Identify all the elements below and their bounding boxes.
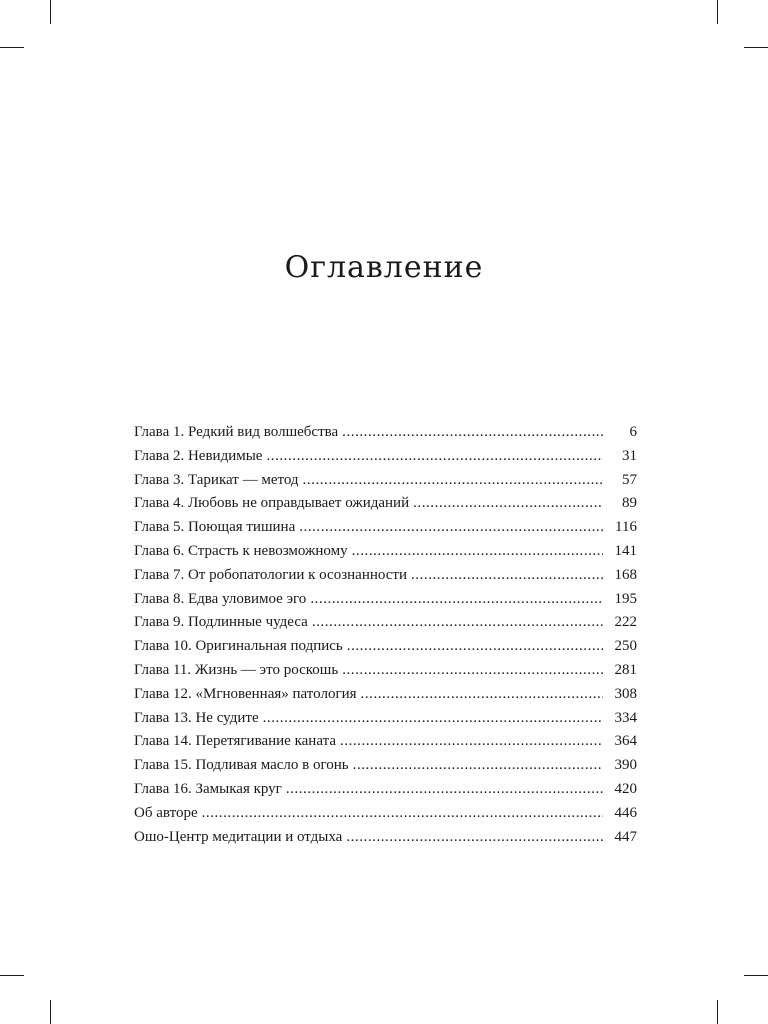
toc-entry-page: 420: [614, 780, 637, 797]
crop-mark-bottom-left-horizontal: [0, 975, 24, 976]
toc-entry-label: Глава 14. Перетягивание каната: [134, 733, 336, 750]
toc-leader-dots: [352, 540, 603, 564]
toc-entry-chapter-14: [134, 730, 637, 754]
toc-leader-dots: [263, 707, 603, 731]
toc-entry-label: Глава 10. Оригинальная подпись: [134, 638, 343, 655]
toc-entry-label: Глава 16. Замыкая круг: [134, 780, 282, 797]
toc-entry-label: Глава 8. Едва уловимое эго: [134, 590, 307, 607]
toc-entry-page: 447: [614, 828, 637, 845]
toc-entry-chapter-12: [134, 683, 637, 707]
toc-leader-dots: [411, 564, 603, 588]
toc-entry-chapter-13: [134, 707, 637, 731]
toc-entry-label: Глава 7. От робопатологии к осознанности: [134, 566, 407, 583]
toc-entry-page: 31: [622, 447, 637, 464]
crop-mark-top-left-vertical: [50, 0, 51, 24]
crop-mark-top-right-horizontal: [744, 47, 768, 48]
toc-leader-dots: [312, 611, 603, 635]
crop-mark-bottom-left-vertical: [50, 1000, 51, 1024]
toc-leader-dots: [353, 754, 603, 778]
toc-entry-page: 281: [614, 661, 637, 678]
toc-leader-dots: [286, 778, 603, 802]
toc-leader-dots: [346, 826, 603, 850]
toc-entry-page: 446: [614, 804, 637, 821]
toc-entry-page: 195: [614, 590, 637, 607]
toc-entry-chapter-16: [134, 778, 637, 802]
page-title: Оглавление: [284, 250, 484, 285]
toc-entry-chapter-9: [134, 611, 637, 635]
toc-entry-label: Глава 9. Подлинные чудеса: [134, 614, 308, 631]
toc-entry-label: Глава 11. Жизнь — это роскошь: [134, 661, 339, 678]
toc-entry-label: Глава 5. Поющая тишина: [134, 519, 296, 536]
toc-entry-label: Об авторе: [134, 804, 198, 821]
toc-entry-chapter-6: [134, 540, 637, 564]
toc-entry-chapter-10: [134, 635, 637, 659]
toc-leader-dots: [266, 445, 603, 469]
toc-entry-page: 6: [629, 424, 637, 440]
toc-entry-osho-center: [134, 826, 637, 850]
toc-entry-page: 390: [614, 757, 637, 774]
toc-entry-page: 364: [614, 733, 637, 750]
crop-mark-bottom-right-vertical: [717, 1000, 718, 1024]
toc-entry-label: Ошо-Центр медитации и отдыха: [134, 828, 343, 845]
toc-leader-dots: [347, 635, 603, 659]
toc-leader-dots: [202, 802, 603, 826]
toc-leader-dots: [413, 492, 603, 516]
toc-entry-page: 334: [614, 709, 637, 726]
toc-entry-label: Глава 4. Любовь не оправдывает ожиданий: [134, 495, 410, 512]
toc-entry-label: Глава 3. Тарикат — метод: [134, 471, 299, 488]
toc-entry-label: Глава 2. Невидимые: [134, 447, 263, 464]
toc-entry-chapter-4: [134, 492, 637, 516]
toc-leader-dots: [303, 469, 603, 493]
toc-entry-chapter-2: [134, 445, 637, 469]
toc-entry-page: 89: [622, 495, 637, 512]
toc-entry-label: Глава 13. Не судите: [134, 709, 259, 726]
toc-leader-dots: [310, 588, 603, 612]
toc-entry-about-author: [134, 802, 637, 826]
toc-entry-label: Глава 15. Подливая масло в огонь: [134, 757, 349, 774]
toc-entry-page: 116: [615, 519, 637, 536]
toc-entry-chapter-1: [134, 421, 637, 445]
toc-leader-dots: [340, 730, 603, 754]
toc-entry-chapter-7: [134, 564, 637, 588]
toc-entry-chapter-5: [134, 516, 637, 540]
toc-leader-dots: [342, 421, 603, 445]
toc-entry-chapter-3: [134, 469, 637, 493]
toc-entry-label: Глава 6. Страсть к невозможному: [134, 542, 348, 559]
toc-entry-label: Глава 1. Редкий вид волшебства: [134, 424, 339, 440]
crop-mark-bottom-right-horizontal: [744, 975, 768, 976]
toc-entry-label: Глава 12. «Мгновенная» патология: [134, 685, 357, 702]
toc-entry-page: 168: [614, 566, 637, 583]
toc-entry-page: 141: [614, 542, 637, 559]
toc-entry-page: 250: [614, 638, 637, 655]
toc-entry-chapter-11: [134, 659, 637, 683]
table-of-contents: [134, 421, 637, 849]
crop-mark-top-left-horizontal: [0, 47, 24, 48]
toc-entry-page: 308: [614, 685, 637, 702]
toc-entry-page: 57: [622, 471, 637, 488]
toc-leader-dots: [299, 516, 603, 540]
toc-leader-dots: [342, 659, 603, 683]
toc-entry-page: 222: [614, 614, 637, 631]
toc-leader-dots: [361, 683, 603, 707]
toc-entry-chapter-15: [134, 754, 637, 778]
crop-mark-top-right-vertical: [717, 0, 718, 24]
toc-entry-chapter-8: [134, 588, 637, 612]
